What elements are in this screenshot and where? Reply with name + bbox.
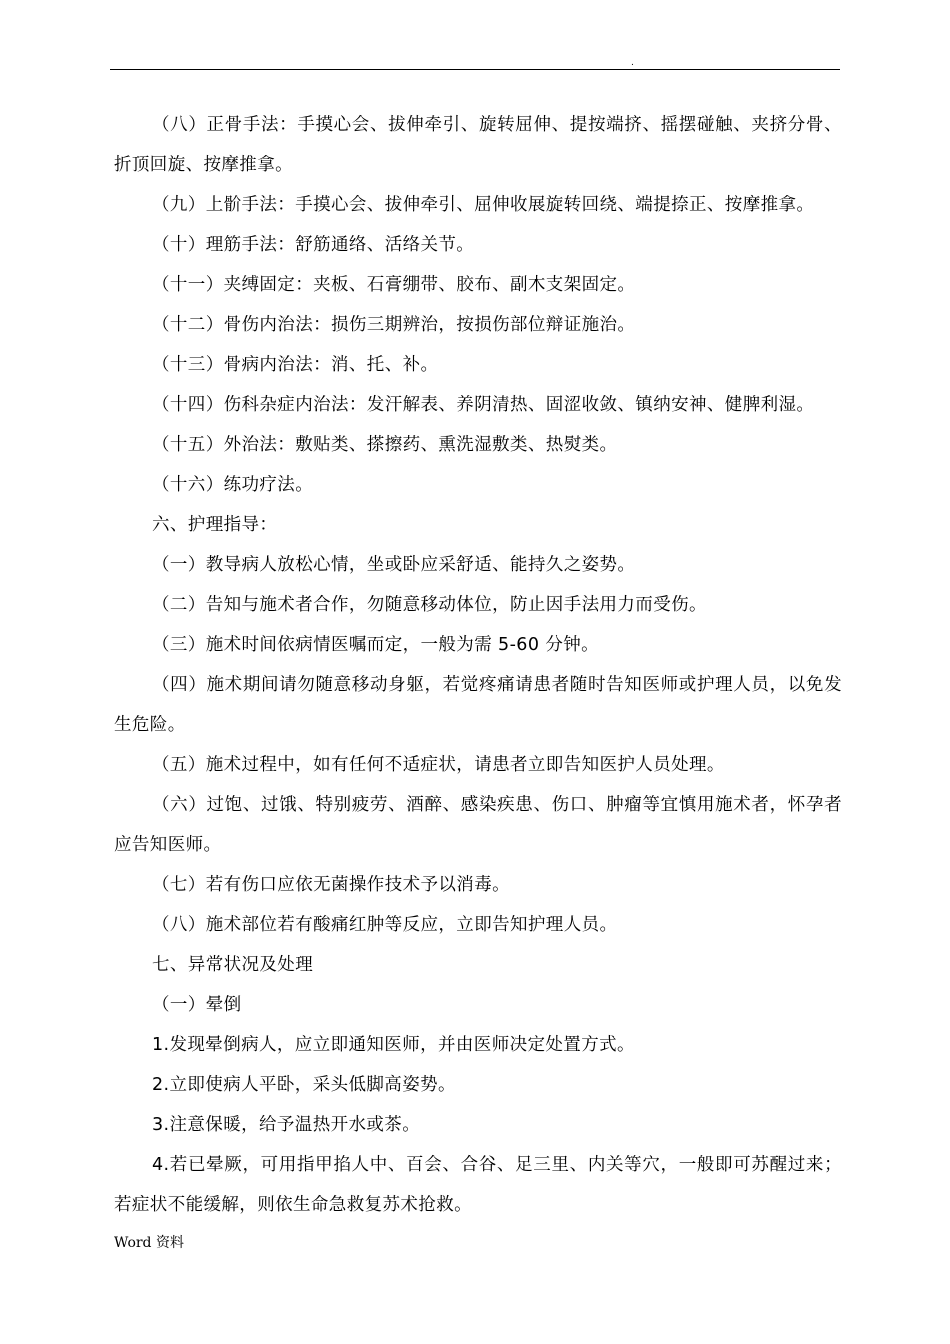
paragraph: （九）上骱手法：手摸心会、拔伸牵引、屈伸收展旋转回绕、端提捺正、按摩推拿。 [152, 195, 815, 215]
subsection-heading: （一）晕倒 [152, 995, 242, 1015]
paragraph: （三）施术时间依病情医嘱而定，一般为需 5-60 分钟。 [152, 635, 600, 655]
paragraph: （一）教导病人放松心情，坐或卧应采舒适、能持久之姿势。 [152, 555, 636, 575]
paragraph: （十六）练功疗法。 [152, 475, 314, 495]
paragraph: （十三）骨病内治法：消、托、补。 [152, 355, 439, 375]
section-heading: 七、异常状况及处理 [152, 955, 314, 975]
document-body [114, 105, 842, 1225]
list-item: 1.发现晕倒病人，应立即通知医师，并由医师决定处置方式。 [152, 1035, 635, 1055]
paragraph: （十）理筋手法：舒筋通络、活络关节。 [152, 235, 475, 255]
paragraph: （五）施术过程中，如有任何不适症状，请患者立即告知医护人员处理。 [152, 755, 725, 775]
paragraph: （十五）外治法：敷贴类、搽擦药、熏洗湿敷类、热熨类。 [152, 435, 618, 455]
header-rule [110, 69, 840, 70]
paragraph: （七）若有伤口应依无菌操作技术予以消毒。 [152, 875, 510, 895]
paragraph: （八）正骨手法：手摸心会、拔伸牵引、旋转屈伸、提按端挤、摇摆碰触、夹挤分骨、折顶回旋、按摩推拿。 [114, 115, 842, 175]
list-item: 3.注意保暖，给予温热开水或茶。 [152, 1115, 421, 1135]
paragraph: （二）告知与施术者合作，勿随意移动体位，防止因手法用力而受伤。 [152, 595, 707, 615]
section-heading: 六、护理指导： [152, 515, 278, 535]
paragraph: （十四）伤科杂症内治法：发汗解表、养阴清热、固涩收敛、镇纳安神、健脾利湿。 [152, 395, 815, 415]
header-mark: . [631, 58, 634, 68]
list-item: 4.若已晕厥，可用指甲掐人中、百会、合谷、足三里、内关等穴，一般即可苏醒过来；若症状不能缓解，则依生命急救复苏术抢救。 [114, 1155, 842, 1215]
paragraph: （四）施术期间请勿随意移动身躯，若觉疼痛请患者随时告知医师或护理人员，以免发生危险。 [114, 675, 842, 735]
paragraph: （十一）夹缚固定：夹板、石膏绷带、胶布、副木支架固定。 [152, 275, 636, 295]
page-footer: Word 资料 [114, 1235, 184, 1251]
paragraph: （八）施术部位若有酸痛红肿等反应，立即告知护理人员。 [152, 915, 618, 935]
paragraph: （六）过饱、过饿、特别疲劳、酒醉、感染疾患、伤口、肿瘤等宜慎用施术者，怀孕者应告知医师。 [114, 795, 842, 855]
list-item: 2.立即使病人平卧，采头低脚高姿势。 [152, 1075, 456, 1095]
paragraph: （十二）骨伤内治法：损伤三期辨治，按损伤部位辩证施治。 [152, 315, 636, 335]
